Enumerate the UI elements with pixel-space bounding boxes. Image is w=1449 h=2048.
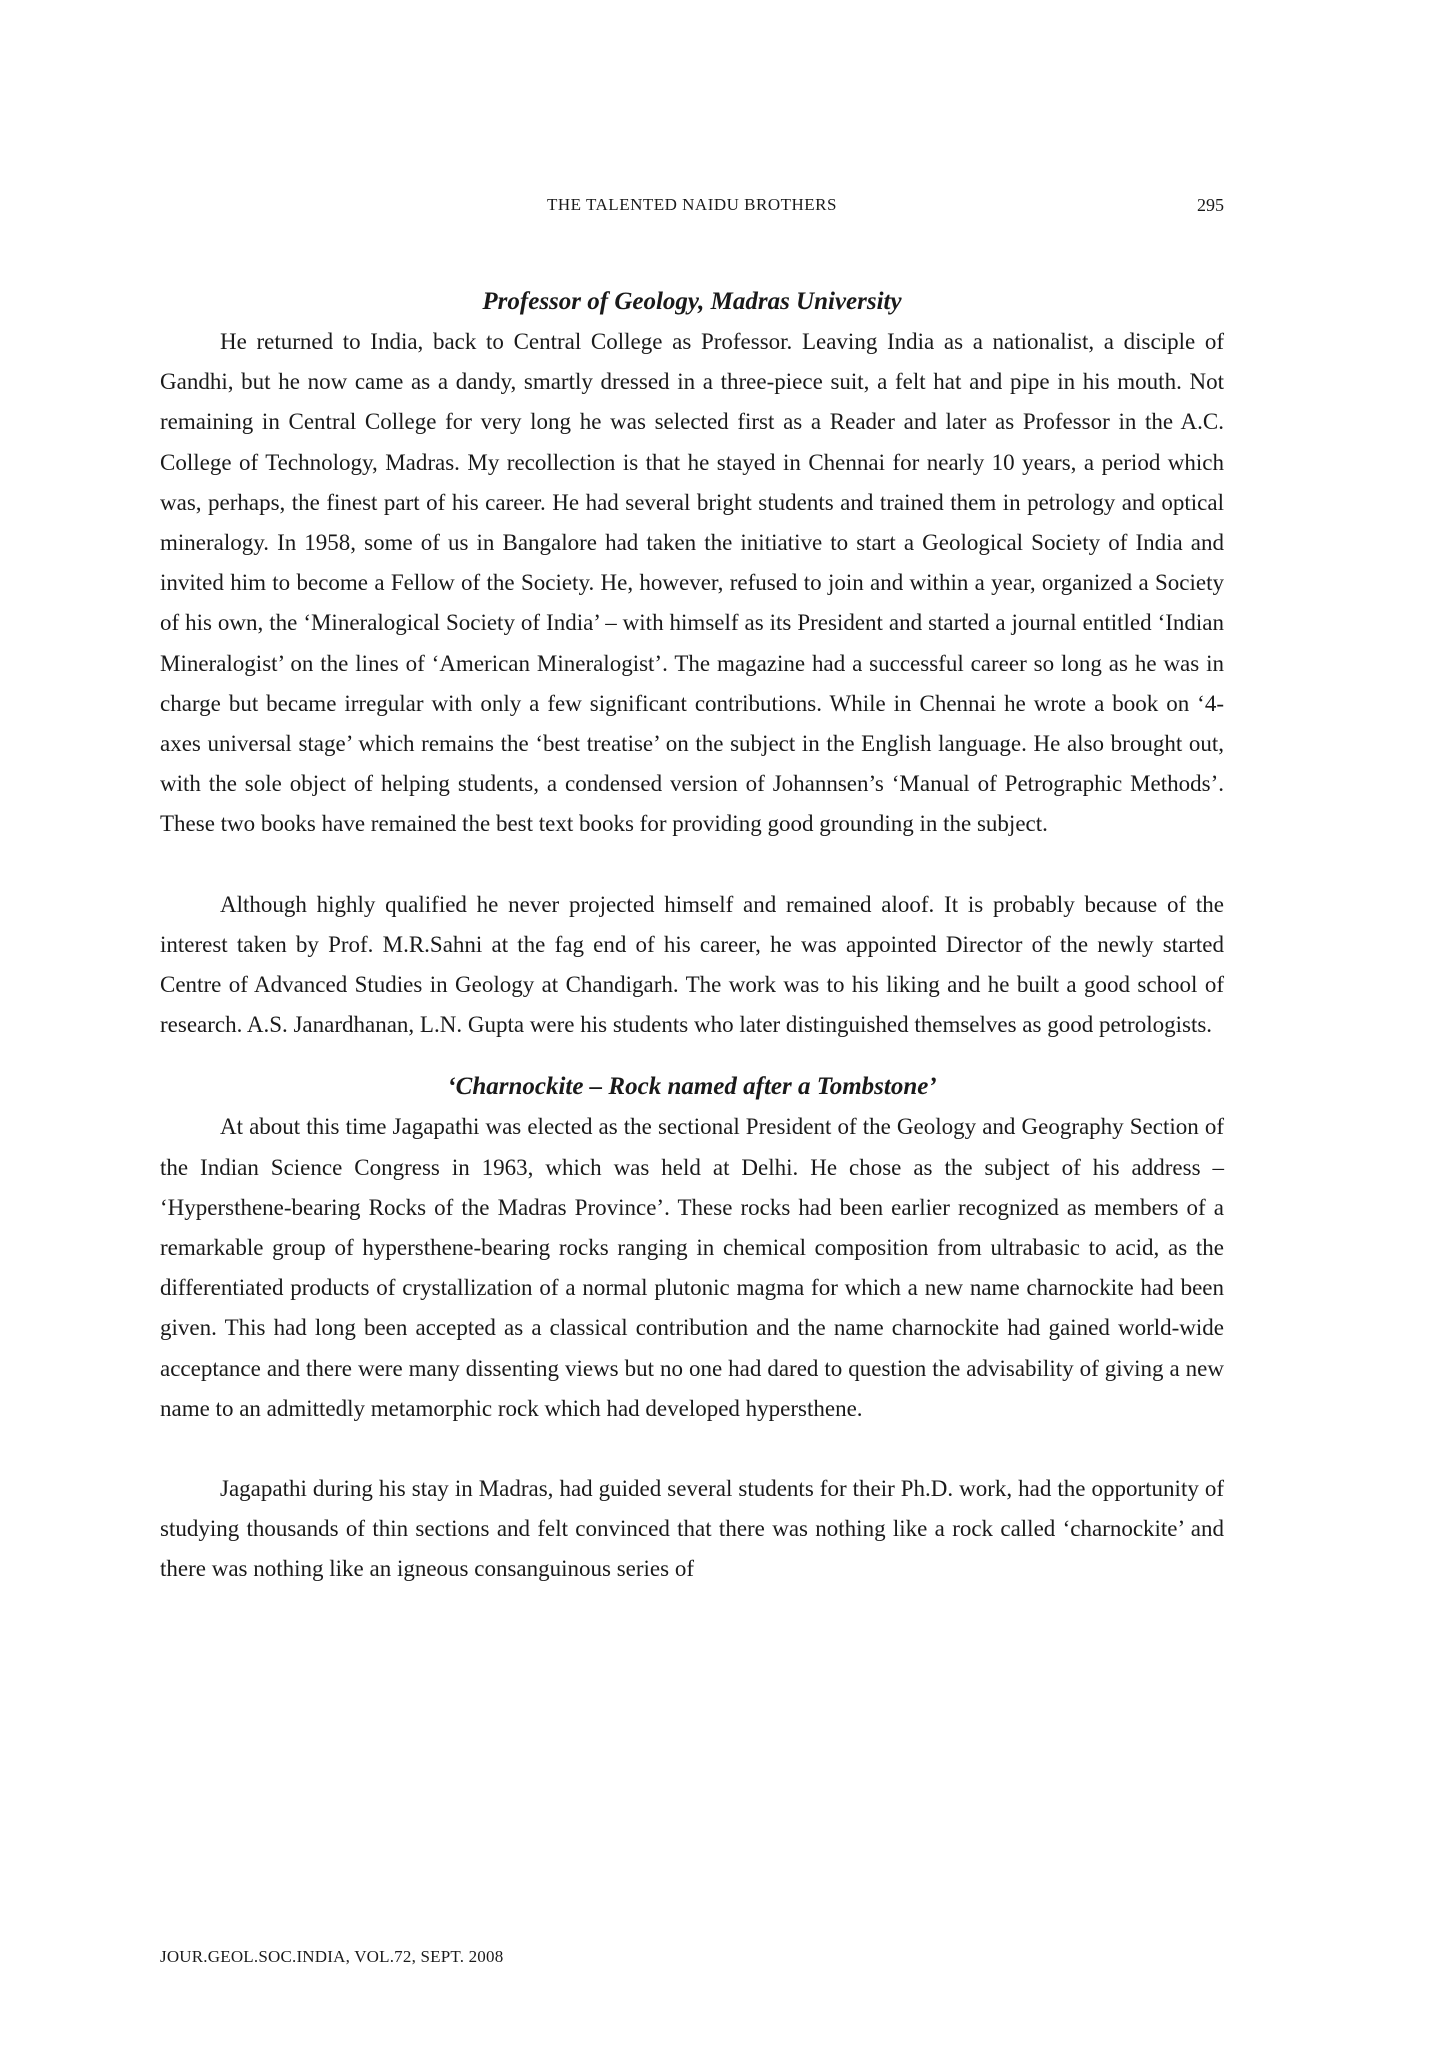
paragraph: Jagapathi during his stay in Madras, had guided several students for their Ph.D. work, had the opportunity of studying thousands of thin sections and felt convinced that there was nothing like a rock called ‘charnockite’ and there was nothing like an igneous consanguinous series of bbox=[160, 1476, 1224, 1582]
paragraph-spacer bbox=[160, 845, 1224, 885]
section-heading: ‘Charnockite – Rock named after a Tombstone’ bbox=[447, 1073, 937, 1101]
section-spacer bbox=[160, 1045, 1224, 1067]
running-title: THE TALENTED NAIDU BROTHERS bbox=[547, 195, 837, 214]
paragraph: At about this time Jagapathi was elected as the sectional President of the Geology and Geography Section of the Indian Science Congress in 1963, which was held at Delhi. He chose as the subject of his address – ‘Hypersthene-bearing Rocks of the Madras Province’. These rocks had been earlier recognized as members of a remarkable group of hypersthene-bearing rocks ranging in chemical composition from ultrabasic to acid, as the differentiated products of crystallization of a normal plutonic magma for which a new name charnockite had been given. This had long been accepted as a classical contribution and the name charnockite had gained world-wide acceptance and there were many dissenting views but no one had dared to question the advisability of giving a new name to an admittedly metamorphic rock which had developed hypersthene. bbox=[160, 1114, 1224, 1421]
section-heading: Professor of Geology, Madras University bbox=[482, 288, 902, 315]
section-professor-of-geology bbox=[160, 282, 1224, 1590]
running-header bbox=[160, 195, 1224, 225]
journal-citation: JOUR.GEOL.SOC.INDIA, VOL.72, SEPT. 2008 bbox=[160, 1947, 504, 1966]
paragraph-spacer bbox=[160, 1429, 1224, 1469]
paragraph: He returned to India, back to Central College as Professor. Leaving India as a nationalist, a disciple of Gandhi, but he now came as a dandy, smartly dressed in a three-piece suit, a felt hat and pipe in his mouth. Not remaining in Central College for very long he was selected first as a Reader and later as Professor in the A.C. College of Technology, Madras. My recollection is that he stayed in Chennai for nearly 10 years, a period which was, perhaps, the finest part of his career. He had several bright students and trained them in petrology and optical mineralogy. In 1958, some of us in Bangalore had taken the initiative to start a Geological Society of India and invited him to become a Fellow of the Society. He, however, refused to join and within a year, organized a Society of his own, the ‘Mineralogical Society of India’ – with himself as its President and started a journal entitled ‘Indian Mineralogist’ on the lines of ‘American Mineralogist’. The magazine had a successful career so long as he was in charge but became irregular with only a few significant contributions. While in Chennai he wrote a book on ‘4-axes universal stage’ which remains the ‘best treatise’ on the subject in the English language. He also brought out, with the sole object of helping students, a condensed version of Johannsen’s ‘Manual of Petrographic Methods’. These two books have remained the best text books for providing good grounding in the subject. bbox=[160, 329, 1224, 837]
page-number: 295 bbox=[1197, 195, 1224, 215]
paragraph: Although highly qualified he never projected himself and remained aloof. It is probably because of the interest taken by Prof. M.R.Sahni at the fag end of his career, he was appointed Director of the newly started Centre of Advanced Studies in Geology at Chandigarh. The work was to his liking and he built a good school of research. A.S. Janardhanan, L.N. Gupta were his students who later distinguished themselves as good petrologists. bbox=[160, 891, 1224, 1038]
